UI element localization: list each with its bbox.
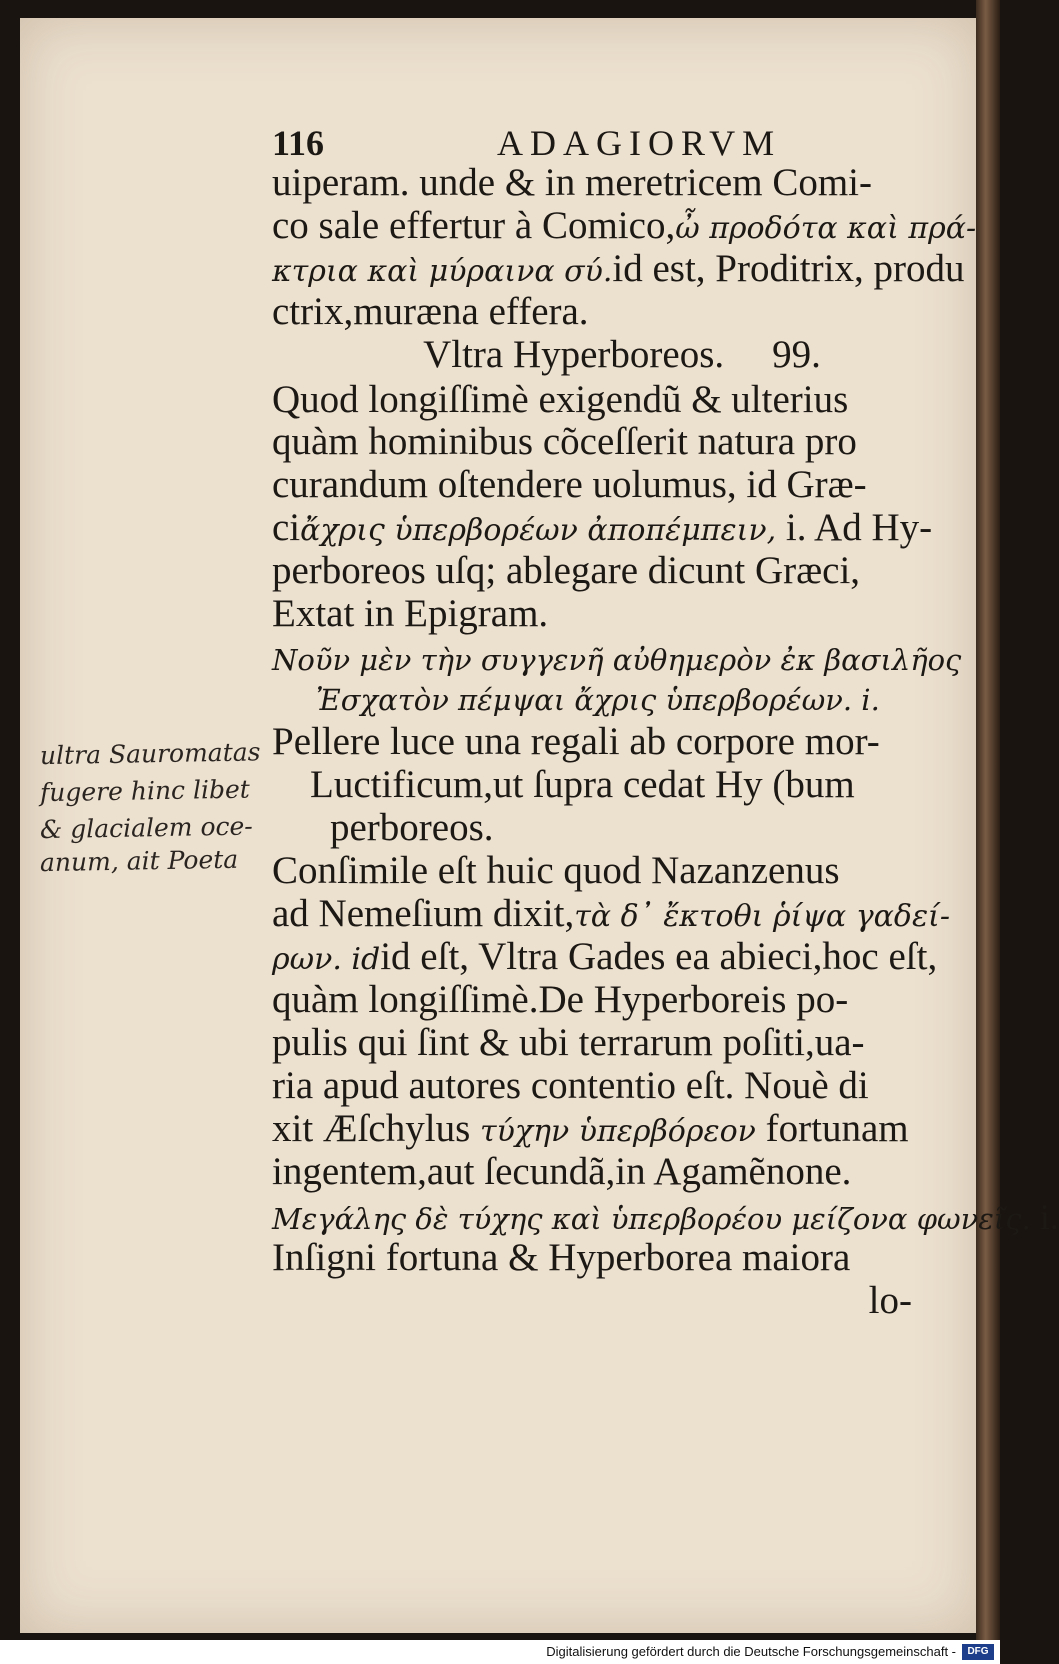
text-line: ctrix,muræna effera. [272, 290, 589, 333]
greek-verse-line: Μεγάλης δὲ τύχης καὶ ὑπερβορέου μείζονα φωνεῖς. i. [272, 1197, 1059, 1237]
greek-verse-line: Νοῦν μὲν τὴν συγγενῆ αὐθημερὸν ἐκ βασιλῆος [272, 643, 962, 677]
greek-text: ὦ προδότα καὶ πρά- [675, 211, 977, 246]
running-title: ADAGIORVM [497, 123, 782, 163]
greek-text: τὰ δ᾽ ἔκτοθι ῥίψα γαδεί- [574, 899, 950, 934]
text-line: perboreos uſq; ablegare dicunt Græci, [272, 549, 861, 592]
text-line: Luctificum,ut ſupra cedat Hy (bum [310, 763, 855, 806]
handwritten-note: & glacialem oce- [39, 811, 253, 845]
section-number: 99. [772, 333, 821, 376]
dfg-logo-icon: DFG [962, 1644, 994, 1660]
text-line: quàm hominibus cõceſſerit natura pro [272, 420, 857, 463]
text-line: curandum oſtendere uolumus, id Græ- [272, 463, 867, 506]
text-line: co sale effertur à Comico,ὦ προδότα καὶ πρά- [272, 204, 977, 247]
greek-text: ρων. id [272, 942, 381, 977]
text-line: Pellere luce una regali ab corpore mor- [272, 720, 880, 763]
section-heading: Vltra Hyperboreos. 99. [423, 333, 821, 376]
greek-text: κτρια καὶ μύραινα σύ. [272, 254, 613, 289]
text-line: xit Æſchylus τύχην ὑπερβόρεον fortunam [272, 1107, 909, 1150]
page-number: 116 [272, 123, 325, 163]
text-line: ciἄχρις ὑπερβορέων ἀποπέμπειν, i. Ad Hy- [272, 506, 933, 549]
text-line: ingentem,aut ſecundã,in Agamẽnone. [272, 1150, 852, 1193]
text-line: uiperam. unde & in meretricem Comi- [272, 161, 872, 204]
text-line: Extat in Epigram. [272, 592, 549, 635]
greek-text: τύχην ὑπερβόρεον [480, 1114, 756, 1149]
greek-verse-line: Ἐσχατὸν πέμψαι ἄχρις ὑπερβορέων. i. [316, 683, 880, 717]
text-line: Quod longiſſimè exigendũ & ulterius [272, 378, 849, 421]
catchword: lo- [868, 1279, 912, 1322]
text-line: ad Nemeſium dixit,τὰ δ᾽ ἔκτοθι ῥίψα γαδεί- [272, 892, 950, 935]
text-line: quàm longiſſimè.De Hyperboreis po- [272, 978, 849, 1021]
text-line: Inſigni fortuna & Hyperborea maiora [272, 1236, 851, 1279]
text-line: pulis qui ſint & ubi terrarum poſiti,ua- [272, 1021, 865, 1064]
handwritten-note: anum, ait Poeta [39, 844, 239, 878]
handwritten-note: fugere hinc libet [39, 774, 251, 808]
greek-text: ἄχρις ὑπερβορέων ἀποπέμπειν, [300, 513, 777, 548]
text-line: perboreos. [330, 806, 494, 849]
text-line: ρων. idid eſt, Vltra Gades ea abieci,hoc eſt, [272, 935, 938, 978]
text-line: Conſimile eſt huic quod Nazanzenus [272, 849, 840, 892]
text-line: κτρια καὶ μύραινα σύ.id est, Proditrix, produ [272, 247, 965, 290]
handwritten-note: ultra Sauromatas [39, 737, 261, 771]
digitization-footer: Digitalisierung gefördert durch die Deutsche Forschungsgemeinschaft - [0, 1640, 1000, 1664]
text-line: ria apud autores contentio eſt. Nouè di [272, 1064, 869, 1107]
